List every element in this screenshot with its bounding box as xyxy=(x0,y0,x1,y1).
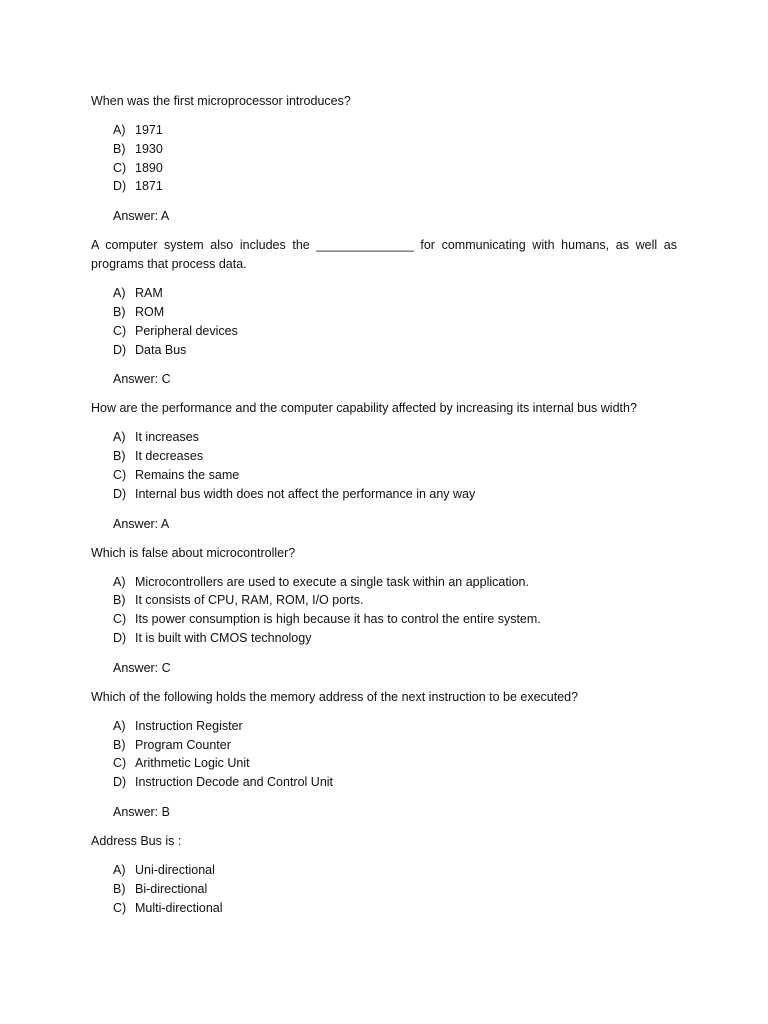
option-letter: D) xyxy=(113,179,127,194)
option-item xyxy=(113,159,677,178)
question-block xyxy=(91,399,677,533)
option-item xyxy=(113,140,677,159)
option-letter: C) xyxy=(113,900,127,915)
question-block xyxy=(91,832,677,917)
answer-text: Answer: B xyxy=(113,804,170,819)
option-text: Data Bus xyxy=(135,342,187,357)
option-letter: A) xyxy=(113,286,126,301)
option-text: Bi-directional xyxy=(135,881,208,896)
option-list xyxy=(91,284,677,359)
option-item xyxy=(113,485,677,504)
option-item xyxy=(113,773,677,792)
option-letter: C) xyxy=(113,612,127,627)
option-letter: D) xyxy=(113,342,127,357)
option-letter: D) xyxy=(113,630,127,645)
option-item xyxy=(113,610,677,629)
answer-text: Answer: C xyxy=(113,660,171,675)
option-text: Program Counter xyxy=(135,737,231,752)
option-letter: B) xyxy=(113,593,126,608)
option-text: It consists of CPU, RAM, ROM, I/O ports. xyxy=(135,593,364,608)
option-item xyxy=(113,284,677,303)
option-text: It increases xyxy=(135,430,199,445)
option-letter: A) xyxy=(113,574,126,589)
option-item xyxy=(113,629,677,648)
question-block xyxy=(91,688,677,822)
option-list xyxy=(91,121,677,196)
option-item xyxy=(113,341,677,360)
option-letter: B) xyxy=(113,141,126,156)
option-item xyxy=(113,861,677,880)
option-text: Peripheral devices xyxy=(135,323,238,338)
question-text: Which of the following holds the memory address of the next instruction to be executed? xyxy=(91,689,579,704)
option-text: Multi-directional xyxy=(135,900,223,915)
option-text: Internal bus width does not affect the performance in any way xyxy=(135,486,476,501)
question-text: Address Bus is : xyxy=(91,833,182,848)
option-item xyxy=(113,899,677,918)
answer-text: Answer: C xyxy=(113,372,171,387)
option-letter: A) xyxy=(113,862,126,877)
option-text: Remains the same xyxy=(135,467,240,482)
question-text: When was the first microprocessor introduces? xyxy=(91,94,351,108)
option-item xyxy=(113,736,677,755)
option-item xyxy=(113,428,677,447)
option-text: It is built with CMOS technology xyxy=(135,630,312,645)
option-item xyxy=(113,303,677,322)
answer-text: Answer: A xyxy=(113,516,170,531)
option-list xyxy=(91,428,677,503)
option-text: Instruction Register xyxy=(135,718,243,733)
question-text: How are the performance and the computer capability affected by increasing its internal bus width? xyxy=(91,401,637,416)
option-letter: C) xyxy=(113,323,127,338)
option-text: Arithmetic Logic Unit xyxy=(135,756,250,771)
option-letter: B) xyxy=(113,881,126,896)
option-item xyxy=(113,717,677,736)
option-text: ROM xyxy=(135,304,165,319)
option-item xyxy=(113,121,677,140)
option-item xyxy=(113,177,677,196)
option-list xyxy=(91,861,677,917)
option-item xyxy=(113,573,677,592)
option-letter: C) xyxy=(113,467,127,482)
option-text: It decreases xyxy=(135,449,204,464)
option-text: 1930 xyxy=(135,141,163,156)
option-item xyxy=(113,322,677,341)
option-letter: A) xyxy=(113,123,126,137)
option-item xyxy=(113,466,677,485)
answer-text: Answer: A xyxy=(113,209,170,224)
option-item xyxy=(113,754,677,773)
option-text: 1890 xyxy=(135,160,163,175)
option-list xyxy=(91,573,677,648)
option-letter: B) xyxy=(113,449,126,464)
option-letter: D) xyxy=(113,775,127,790)
option-item xyxy=(113,880,677,899)
option-letter: C) xyxy=(113,160,127,175)
option-text: 1971 xyxy=(135,123,163,137)
option-item xyxy=(113,447,677,466)
option-text: Microcontrollers are used to execute a single task within an application. xyxy=(135,574,529,589)
option-list xyxy=(91,717,677,792)
question-block xyxy=(91,544,677,678)
option-text: 1871 xyxy=(135,179,163,194)
option-letter: C) xyxy=(113,756,127,771)
option-letter: D) xyxy=(113,486,127,501)
option-letter: A) xyxy=(113,718,126,733)
option-letter: A) xyxy=(113,430,126,445)
option-letter: B) xyxy=(113,737,126,752)
option-item xyxy=(113,591,677,610)
option-text: RAM xyxy=(135,286,163,301)
option-text: Uni-directional xyxy=(135,862,215,877)
option-text: Instruction Decode and Control Unit xyxy=(135,775,334,790)
question-block xyxy=(91,92,677,226)
question-text: Which is false about microcontroller? xyxy=(91,545,296,560)
question-block xyxy=(91,236,677,389)
question-text: A computer system also includes the ______________ for communicating with humans, as well as programs that process data. xyxy=(91,238,677,272)
option-text: Its power consumption is high because it has to control the entire system. xyxy=(135,612,541,627)
document-page xyxy=(91,92,677,927)
option-letter: B) xyxy=(113,304,126,319)
